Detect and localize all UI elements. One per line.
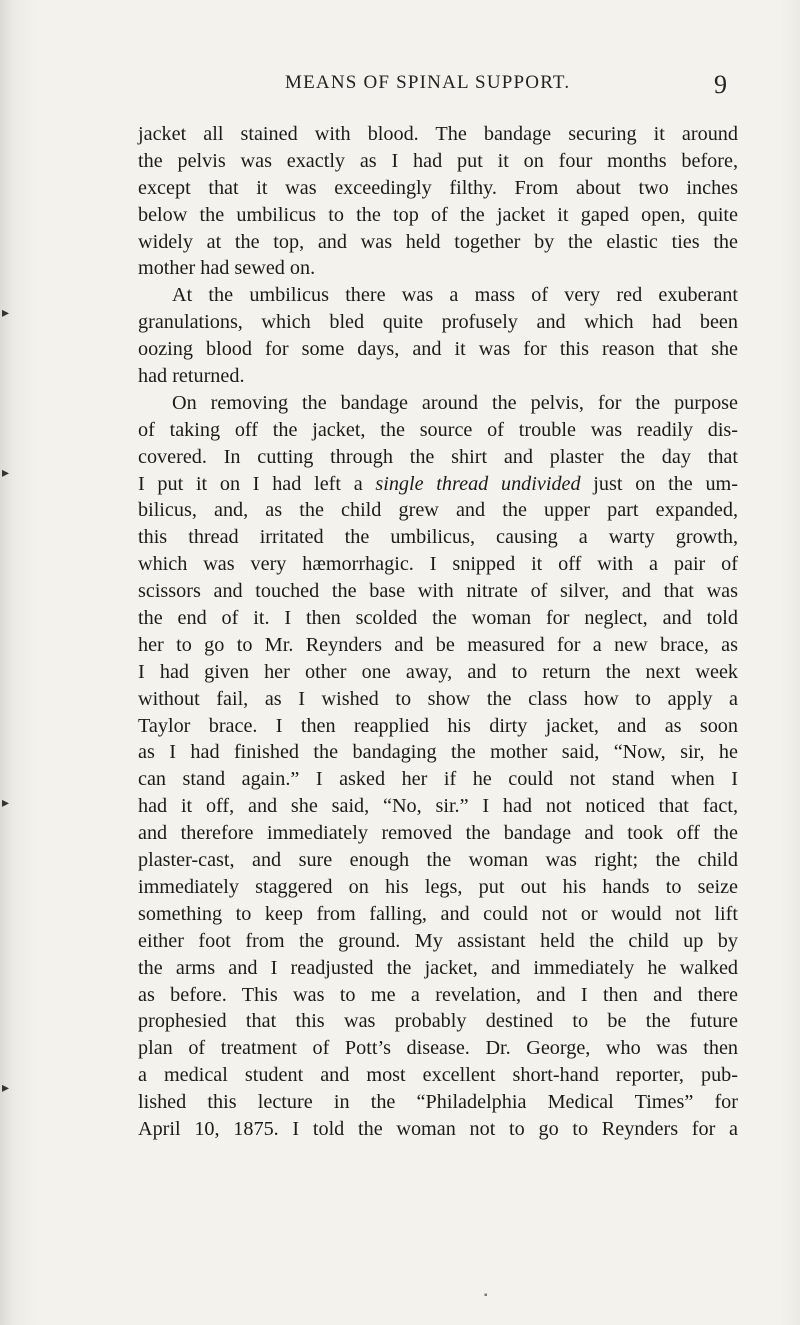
text-line: plaster-cast, and sure enough the woman was right; the child [138, 849, 738, 872]
text-line: as before. This was to me a revelation, and I then and there [138, 983, 738, 1006]
text-line: I had given her other one away, and to return the next week [138, 660, 738, 683]
page-number: 9 [714, 70, 727, 99]
margin-mark: ▸ [2, 796, 10, 811]
text-line: Taylor brace. I then reapplied his dirty jacket, and as soon [138, 714, 738, 737]
print-speck: ▪ [484, 1290, 488, 1301]
text-line: widely at the top, and was held together by the elastic ties the [138, 230, 738, 253]
margin-mark: ▸ [2, 466, 10, 481]
italic-phrase: single thread undivided [375, 472, 581, 495]
text-line: the pelvis was exactly as I had put it on four months before, [138, 149, 738, 172]
text-line: the arms and I readjusted the jacket, and immediately he walked [138, 956, 738, 979]
text-line: covered. In cutting through the shirt and plaster the day that [138, 445, 738, 468]
text-line: bilicus, and, as the child grew and the upper part expanded, [138, 499, 738, 522]
text-line: either foot from the ground. My assistant held the child up by [138, 929, 738, 952]
text-line: immediately staggered on his legs, put out his hands to seize [138, 875, 738, 898]
margin-mark: ▸ [2, 306, 10, 321]
text-segment: just on the um- [580, 472, 738, 495]
margin-mark: ▸ [2, 1081, 10, 1096]
text-line: can stand again.” I asked her if he could not stand when I [138, 768, 738, 791]
text-line: except that it was exceedingly filthy. From about two inches [138, 176, 738, 199]
text-line: her to go to Mr. Reynders and be measured for a new brace, as [138, 633, 738, 656]
text-segment: I put it on I had left a [138, 472, 376, 495]
text-line: a medical student and most excellent short-hand reporter, pub- [138, 1064, 738, 1087]
text-line: this thread irritated the umbilicus, causing a warty growth, [138, 526, 738, 549]
text-line: oozing blood for some days, and it was for this reason that she [138, 338, 738, 361]
text-line: the end of it. I then scolded the woman for neglect, and told [138, 607, 738, 630]
text-line: had it off, and she said, “No, sir.” I had not noticed that fact, [138, 795, 738, 818]
text-line: below the umbilicus to the top of the jacket it gaped open, quite [138, 203, 738, 226]
text-line: something to keep from falling, and could not or would not lift [138, 902, 738, 925]
text-line: as I had finished the bandaging the mother said, “Now, sir, he [138, 741, 738, 764]
text-line: without fail, as I wished to show the class how to apply a [138, 687, 738, 710]
text-line: which was very hæmorrhagic. I snipped it off with a pair of [138, 553, 738, 576]
text-line: On removing the bandage around the pelvis, for the purpose [172, 391, 738, 414]
text-line: April 10, 1875. I told the woman not to go to Reynders for a [138, 1117, 738, 1140]
text-line: of taking off the jacket, the source of trouble was readily dis- [138, 418, 738, 441]
text-line: jacket all stained with blood. The bandage securing it around [138, 123, 738, 145]
text-line [138, 471, 738, 498]
text-line: granulations, which bled quite profusely and which had been [138, 311, 738, 334]
text-line: plan of treatment of Pott’s disease. Dr. George, who was then [138, 1037, 738, 1060]
text-line: scissors and touched the base with nitrate of silver, and that was [138, 580, 738, 603]
text-line: had returned. [138, 365, 245, 388]
running-title: MEANS OF SPINAL SUPPORT. [285, 72, 571, 93]
text-line: lished this lecture in the “Philadelphia Medical Times” for [138, 1091, 738, 1114]
body-text [138, 121, 738, 1143]
text-line: and therefore immediately removed the bandage and took off the [138, 822, 738, 845]
text-line: prophesied that this was probably destined to be the future [138, 1010, 738, 1033]
text-line: At the umbilicus there was a mass of very red exuberant [172, 284, 738, 307]
text-line: mother had sewed on. [138, 257, 316, 280]
